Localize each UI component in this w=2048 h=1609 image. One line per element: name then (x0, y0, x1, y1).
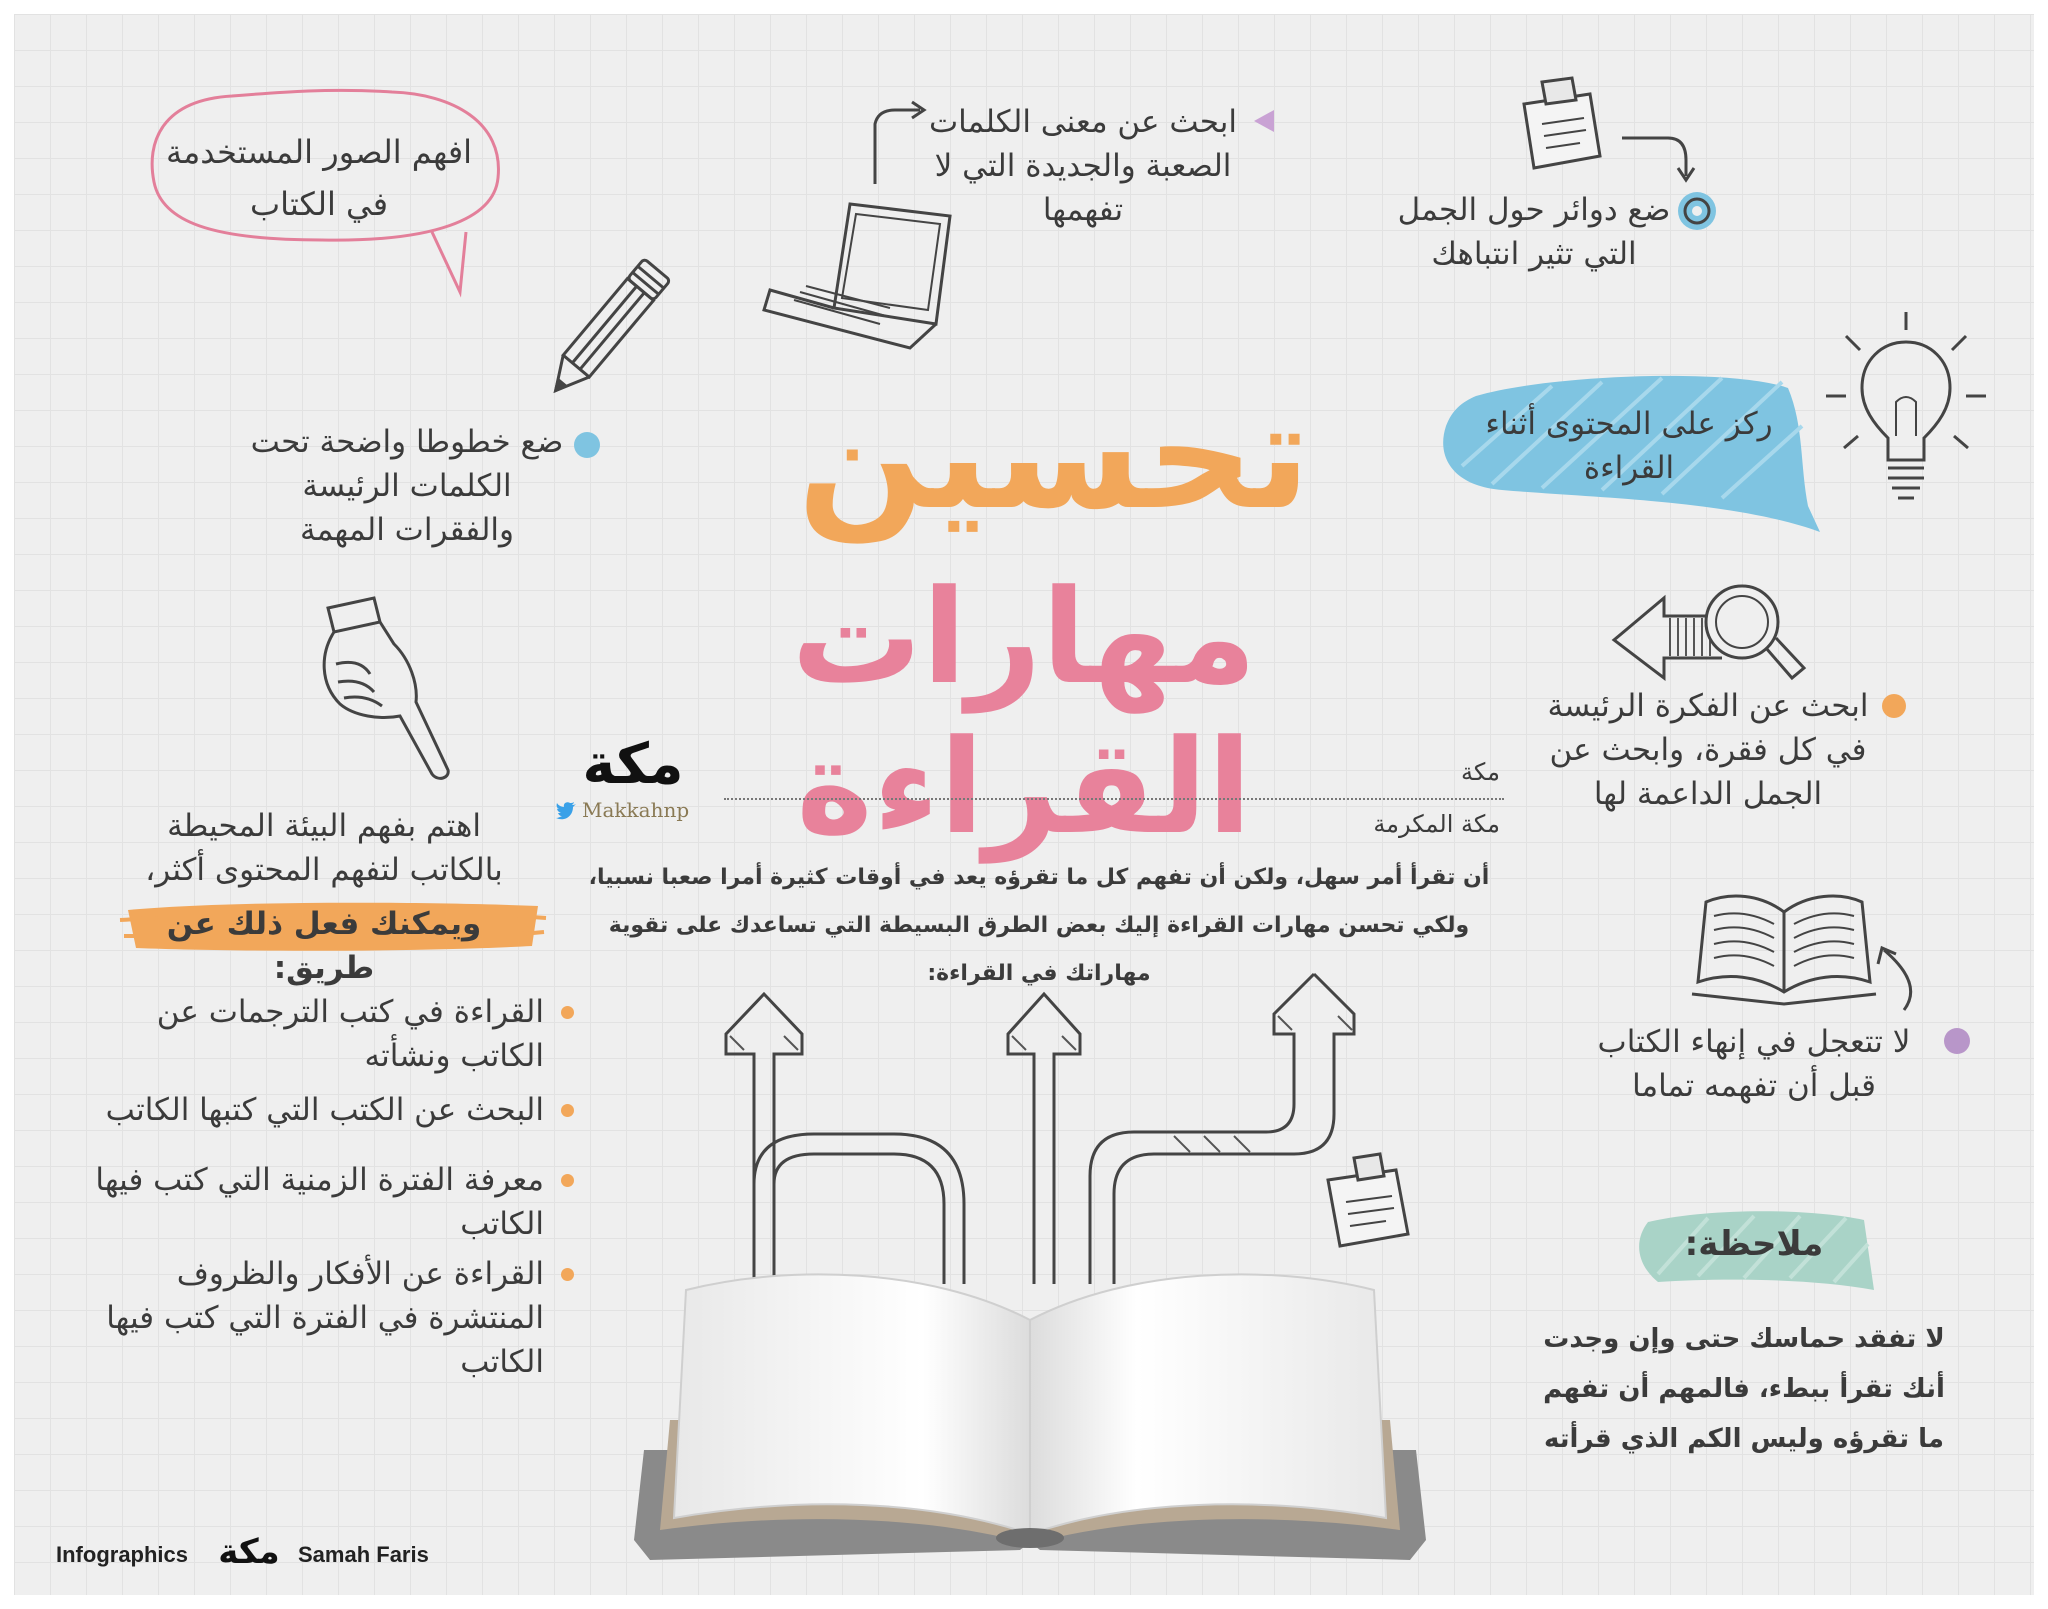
note-label: ملاحظة: (1684, 1224, 1824, 1264)
tip-underline: ضع خطوطا واضحة تحت الكلمات الرئيسة والفقرات المهمة (250, 424, 564, 548)
magnifier-icon (1614, 578, 1814, 698)
env-item-4: القراءة عن الأفكار والظروف المنتشرة في الفترة التي كتب فيها الكاتب (106, 1256, 544, 1380)
tip-environment: اهتم بفهم البيئة المحيطة بالكاتب لتفهم المحتوى أكثر، (145, 808, 503, 888)
note-text: لا تفقد حماسك حتى وإن وجدت أنك تقرأ ببطء، فالمهم أن تفهم ما تقرؤه وليس الكم الذي قرأته (1543, 1324, 1945, 1454)
triangle-marker-icon (1252, 108, 1276, 134)
big-book-icon (630, 1250, 1430, 1580)
tip-dot-purple (1944, 1028, 1970, 1054)
footer-left: Infographics (56, 1542, 189, 1567)
tip-images: افهم الصور المستخدمة في الكتاب (165, 133, 473, 223)
infographic-sheet (14, 14, 2034, 1595)
env-item-2: البحث عن الكتب التي كتبها الكاتب (105, 1092, 544, 1128)
tip-main-idea: ابحث عن الفكرة الرئيسة في كل فقرة، وابحث عن الجمل الداعمة لها (1547, 688, 1869, 812)
pointing-hand-icon (310, 594, 460, 784)
tip-circles: ضع دوائر حول الجمل التي تثير انتباهك (1397, 192, 1671, 272)
pencil-icon (534, 242, 684, 412)
tip-dot-orange (1882, 694, 1906, 718)
dateline-region: مكة المكرمة (1373, 810, 1500, 838)
footer-right: Samah Faris (298, 1542, 429, 1567)
twitter-bird-icon (556, 802, 576, 818)
arrows-icon (714, 954, 1394, 1294)
tip-how: ويمكنك فعل ذلك عن طريق: (166, 906, 482, 986)
footer-logo: مكة (218, 1532, 280, 1572)
intro-paragraph: أن تقرأ أمر سهل، ولكن أن تفهم كل ما تقرؤه يعد في أوقات كثيرة أمرا صعبا نسبيا، ولكي تحسن مهارات القراءة إليك بعض الطرق البسيطة التي تساعدك على تقوية مهاراتك في القراءة: (588, 865, 1490, 986)
tip-no-rush: لا تتعجل في إنهاء الكتاب قبل أن تفهمه تماما (1597, 1024, 1911, 1104)
small-curved-arrow-icon (1874, 944, 1924, 1014)
lightbulb-icon (1826, 312, 1986, 512)
tip-dot-blue (574, 432, 600, 458)
tip-focus: ركز على المحتوى أثناء القراءة (1485, 406, 1773, 486)
open-book-icon (1690, 872, 1880, 1012)
curved-arrow-icon (1620, 132, 1700, 182)
env-item-1: القراءة في كتب الترجمات عن الكاتب ونشأته (156, 994, 544, 1074)
list-dot (561, 1268, 574, 1281)
target-icon (1676, 190, 1718, 232)
brand-handle: Makkahnp (582, 798, 690, 822)
tip-meaning: ابحث عن معنى الكلمات الصعبة والجديدة التي لا تفهمها (928, 104, 1238, 228)
list-dot (561, 1104, 574, 1117)
title-line1: تحسين (797, 369, 1311, 543)
sticky-note-small-icon (1316, 1150, 1426, 1250)
dateline-rule (724, 798, 1504, 800)
list-dot (561, 1006, 574, 1019)
title-line2: مهارات القراءة (791, 561, 1257, 863)
env-item-3: معرفة الفترة الزمنية التي كتب فيها الكاتب (95, 1162, 544, 1242)
sticky-note-icon (1514, 78, 1624, 174)
brand-logo: مكة (582, 732, 684, 797)
dateline-city: مكة (1461, 758, 1500, 786)
list-dot (561, 1174, 574, 1187)
